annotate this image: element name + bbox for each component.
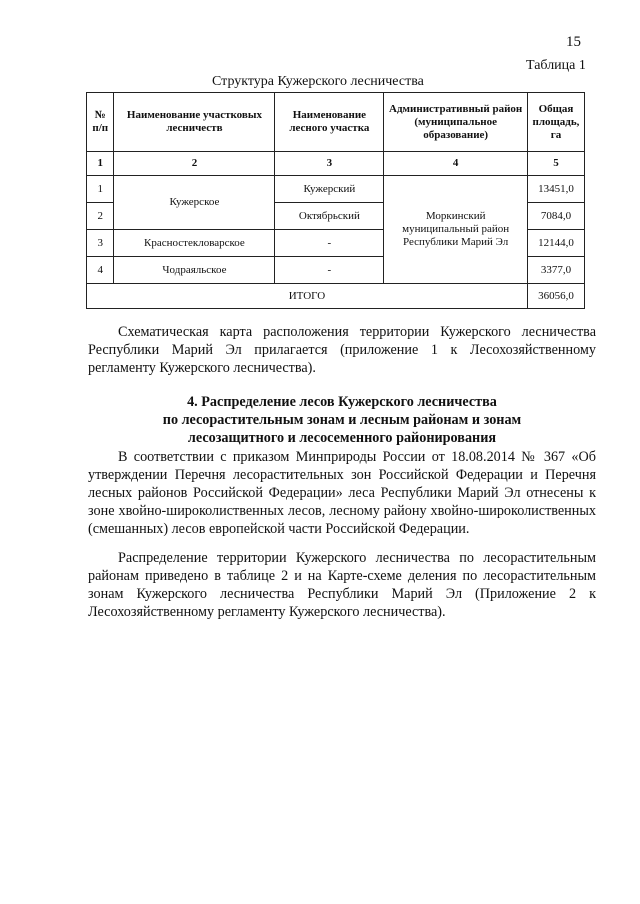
row-area: 13451,0 — [527, 176, 584, 203]
row-forest-plot: - — [275, 230, 384, 257]
table-header-row — [87, 93, 585, 152]
total-row — [87, 284, 585, 309]
row-area: 3377,0 — [527, 257, 584, 284]
header-admin-district: Административный район (муниципальное образование) — [384, 93, 528, 152]
section-heading-line: 4. Распределение лесов Кужерского лесничества — [187, 394, 497, 410]
total-label: ИТОГО — [87, 284, 528, 309]
row-forest-plot: Кужерский — [275, 176, 384, 203]
row-num: 3 — [87, 230, 114, 257]
section-heading-line: по лесорастительным зонам и лесным районам и зонам — [162, 412, 522, 428]
total-value: 36056,0 — [527, 284, 584, 309]
row-forest-plot: - — [275, 257, 384, 284]
forestry-structure-table — [86, 92, 585, 309]
column-number-row — [87, 152, 585, 176]
row-area: 7084,0 — [527, 203, 584, 230]
row-num: 2 — [87, 203, 114, 230]
header-forest-plot: Наименование лесного участка — [275, 93, 384, 152]
order-paragraph: В соответствии с приказом Минприроды России от 18.08.2014 № 367 «Об утверждении Перечня лесорастительных зон Российской Федерации и Перечня лесных районов Российской Федерации» леса Республики Марий Эл отнесены к зоне хвойно-широколиственных лесов, лесному району хвойно-широколиственных (смешанных) лесов европейской части Российской Федерации. — [88, 449, 596, 537]
col-number: 4 — [384, 152, 528, 176]
header-total-area: Общая площадь, га — [527, 93, 584, 152]
col-number: 5 — [527, 152, 584, 176]
table-title: Структура Кужерского лесничества — [212, 74, 424, 89]
col-number: 2 — [114, 152, 275, 176]
col-number: 3 — [275, 152, 384, 176]
row-area: 12144,0 — [527, 230, 584, 257]
map-paragraph: Схематическая карта расположения территории Кужерского лесничества Республики Марий Эл прилагается (приложение 1 к Лесохозяйственному регламенту Кужерского лесничества). — [88, 324, 596, 376]
page-number: 15 — [566, 34, 581, 50]
section-heading — [88, 393, 596, 447]
table-row — [87, 176, 585, 203]
header-district-forestries: Наименование участковых лесничеств — [114, 93, 275, 152]
table-label: Таблица 1 — [526, 58, 586, 73]
header-num: № п/п — [87, 93, 114, 152]
distribution-paragraph: Распределение территории Кужерского лесничества по лесорастительным районам приведено в таблице 2 и на Карте-схеме деления по лесорастительным зонам Кужерского лесничества Республики Марий Эл (Приложение 2 к Лесохозяйственному регламенту Кужерского лесничества). — [88, 550, 596, 620]
row-forest-plot: Октябрьский — [275, 203, 384, 230]
admin-district-cell: Моркинский муниципальный район Республики Марий Эл — [384, 176, 528, 284]
row-num: 4 — [87, 257, 114, 284]
row-num: 1 — [87, 176, 114, 203]
col-number: 1 — [87, 152, 114, 176]
row-district-forestry: Чодраяльское — [114, 257, 275, 284]
row-district-forestry: Красностекловарское — [114, 230, 275, 257]
row-district-forestry: Кужерское — [114, 176, 275, 230]
section-heading-line: лесозащитного и лесосеменного районирования — [187, 430, 497, 446]
